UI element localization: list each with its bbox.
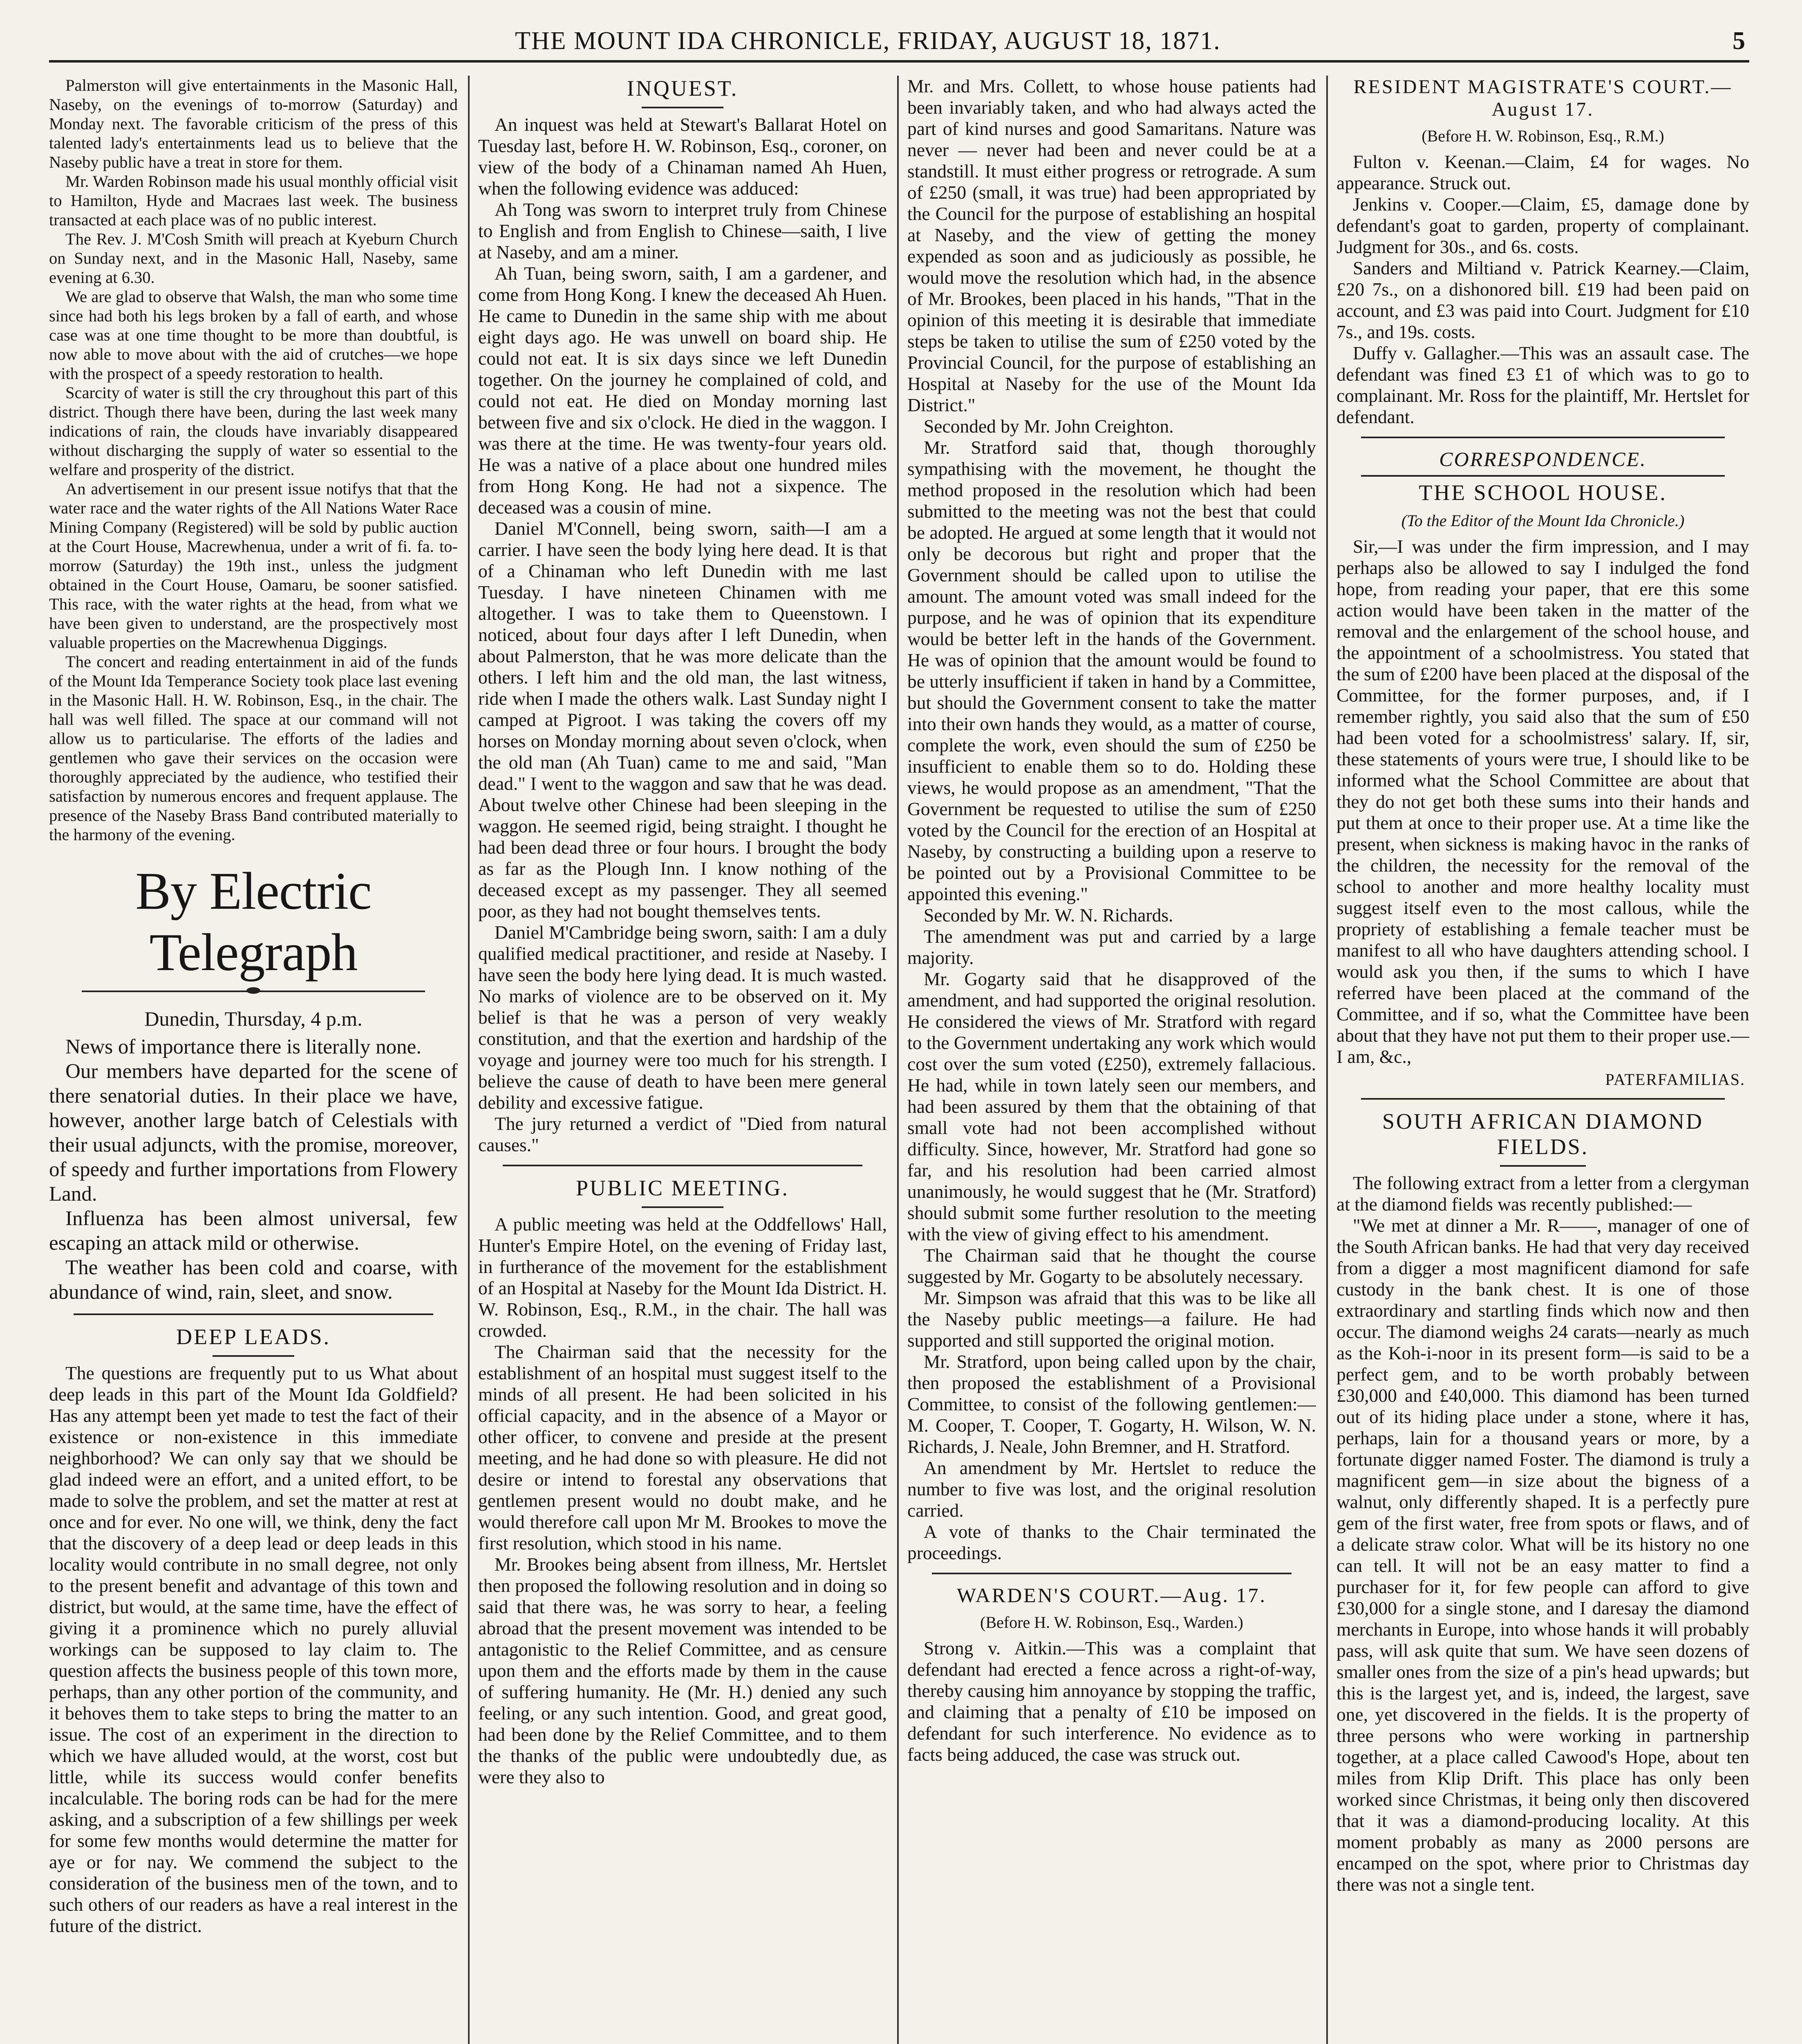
article-paragraph: The jury returned a verdict of "Died from natural causes." — [478, 1113, 887, 1155]
column-4 — [1336, 76, 1749, 2044]
public-meeting-article — [478, 1214, 887, 1788]
article-paragraph: An amendment by Mr. Hertslet to reduce the number to five was lost, and the original resolution carried. — [907, 1457, 1316, 1521]
section-rule — [1361, 1098, 1725, 1100]
letter-signature: PATERFAMILIAS. — [1605, 1070, 1745, 1089]
column-2 — [478, 76, 887, 2044]
public-meeting-heading: PUBLIC MEETING. — [576, 1176, 789, 1200]
short-rule — [642, 1206, 723, 1208]
telegraph-paragraph: News of importance there is literally none. — [65, 1035, 421, 1058]
diamond-fields-heading: SOUTH AFRICAN DIAMOND FIELDS. — [1382, 1109, 1704, 1159]
article-paragraph: "We met at dinner a Mr. R——, manager of one of the South African banks. He had that very day received from a digger a most magnificent diamond for safe custody in the bank chest. It is one of those extraordinary and startling finds which now and then occur. The diamond weighs 24 carats—nearly as much as the Koh-i-noor in its present form—is said to be a perfect gem, and to be worth probably between £30,000 and £40,000. This diamond has been turned out of its hiding place under a stone, where it has, perhaps, lain for a thousand years or more, by a fortunate digger named Foster. The diamond is truly a magnificent gem—in size about the bigness of a walnut, only differently shaped. It is a perfectly pure gem of the first water, free from spots or flaws, and of a delicate straw color. What will be its history no one can tell. It will not be an easy matter to find a purchaser for it, for few people can afford to give £30,000 for a single stone, and I daresay the diamond merchants in Europe, into whose hands it will probably pass, will ask quite that sum. We have seen dozens of smaller ones from the size of a pin's head upwards; but this is the largest yet, and is, indeed, the largest, save one, yet discovered in the fields. It is the property of three persons who were working in partnership together, at a place called Cawood's Hope, about ten miles from Klip Drift. This place has only been worked since Christmas, it being only then discovered that it was a diamond-producing locality. At this moment probably as many as 2000 persons are encamped on the spot, where prior to Christmas day there was not a single tent. — [1336, 1215, 1749, 1895]
article-paragraph: Sanders and Miltiand v. Patrick Kearney.—Claim, £20 7s., on a dishonored bill. £19 had been paid on account, and £3 was paid into Court. Judgment for £10 7s., and 19s. costs. — [1336, 258, 1749, 342]
article-paragraph: The questions are frequently put to us What about deep leads in this part of the Mount Ida Goldfield? Has any attempt been yet made to test the fact of their existence or non-existence in this immediate neighborhood? We can only say that we should be glad indeed were an effort, and a united effort, to be made to solve the problem, and set the matter at rest at once and for ever. No one will, we think, deny the fact that the discovery of a deep lead or deep leads in this locality would contribute in no small degree, not only to the present benefit and advantage of this town and district, but would, at the same time, have the effect of giving it a prominence which no purely alluvial workings can be supposed to lay claim to. The question affects the business people of this town more, perhaps, than any other portion of the community, and it behoves them to take steps to bring the matter to an issue. The cost of an experiment in the direction to which we have alluded would, at the worst, cost but little, while its success would confer benefits incalculable. The boring rods can be had for the mere asking, and a subscription of a few shillings per week for some few months would determine the matter for aye or for nay. We commend the subject to the consideration of the business men of the town, and to such others of our readers as have a real interest in the future of the district. — [49, 1363, 458, 1936]
article-paragraph: Daniel M'Cambridge being sworn, saith: I am a duly qualified medical practitioner, and reside at Naseby. I have seen the body here lying dead. It is much wasted. No marks of violence are to be observed on it. My belief is that he was a person of very weakly constitution, and that the exertion and hardship of the voyage and journey were too much for his strength. I believe the cause of death to have been mere general debility and excessive fatigue. — [478, 922, 887, 1113]
magistrates-court-subhead: (Before H. W. Robinson, Esq., R.M.) — [1421, 127, 1664, 145]
ornamental-rule — [82, 987, 425, 995]
short-rule — [213, 1355, 294, 1357]
school-house-subhead: (To the Editor of the Mount Ida Chronicle.) — [1401, 511, 1685, 530]
article-paragraph: Jenkins v. Cooper.—Claim, £5, damage done by defendant's goat to garden, property of complainant. Judgment for 30s., and 6s. costs. — [1336, 194, 1749, 257]
article-paragraph: An inquest was held at Stewart's Ballarat Hotel on Tuesday last, before H. W. Robinson, Esq., coroner, on view of the body of a Chinaman named Ah Huen, when the following evidence was adduced: — [478, 114, 887, 199]
inquest-article — [478, 114, 887, 1156]
article-paragraph: Mr. Stratford said that, though thoroughly sympathising with the movement, he thought the method proposed in the resolution which had been submitted to the meeting was not the best that could be adopted. He argued at some length that it would not only be decorous but right and proper that the Government should be called upon to utilise the amount. The amount voted was small indeed for the purpose, and he was of opinion that its expenditure would be better left in the hands of the Government. He was of opinion that the amount would be found to be utterly insufficient if taken in hand by a Committee, but should the Government consent to take the matter into their own hands they would, as a matter of course, complete the work, even should the sum of £250 be insufficient to enable them so to do. Holding these views, he would propose as an amendment, "That the Government be requested to utilise the sum of £250 voted by the Council for the erection of an Hospital at Naseby, by constructing a building upon a reserve to be pointed out by a Provisional Committee to be appointed this evening." — [907, 437, 1316, 904]
column-3 — [907, 76, 1316, 2044]
article-paragraph: Ah Tuan, being sworn, saith, I am a gardener, and come from Hong Kong. I knew the deceased Ah Huen. He came to Dunedin in the same ship with me about eight days ago. He was unwell on board ship. He could not eat. It is six days since we left Dunedin together. On the journey he complained of cold, and could not eat. He died on Monday morning last between five and six o'clock. He died in the waggon. I was there at the time. He was twenty-four years old. He was a native of a place about one hundred miles from Hong Kong. He had not a sixpence. The deceased was a cousin of mine. — [478, 263, 887, 518]
article-paragraph: Duffy v. Gallagher.—This was an assault case. The defendant was fined £3 £1 of which was to go to complainant. Mr. Ross for the plaintiff, Mr. Hertslet for defendant. — [1336, 343, 1749, 427]
public-meeting-continued — [907, 76, 1316, 1564]
article-paragraph: The Chairman said that the necessity for the establishment of an hospital must suggest itself to the minds of all present. He had been solicited in his official capacity, and in the absence of a Mayor or other officer, to convene and preside at the present meeting, and he had done so with pleasure. He did not desire or intend to forestal any observations that gentlemen present would no doubt make, and he would therefore call upon Mr M. Brookes to move the first resolution, which stood in his name. — [478, 1341, 887, 1553]
telegraph-paragraph: Influenza has been almost universal, few escaping an attack mild or otherwise. — [49, 1207, 458, 1255]
article-paragraph: Mr. and Mrs. Collett, to whose house patients had been invariably taken, and who had always acted the part of kind nurses and good Samaritans. Nature was never — never had been and never could be at a standstill. It must either progress or retrograde. A sum of £250 (small, it was true) had been appropriated by the Council for the purpose of establishing an hospital at Naseby, and the view of getting the money expended as soon and as judiciously as possible, he would move the resolution which had, in the absence of Mr. Brookes, been placed in his hands, "That in the opinion of this meeting it is desirable that immediate steps be taken to utilise the sum of £250 voted by the Provincial Council, for the purpose of establishing an Hospital at Naseby for the use of the Mount Ida District." — [907, 76, 1316, 415]
magistrates-court-heading: RESIDENT MAGISTRATE'S COURT.—August 17. — [1353, 76, 1733, 120]
short-rule — [1500, 1165, 1586, 1167]
news-paragraph: Scarcity of water is still the cry throughout this part of this district. Though there have been, during the last week many indications of rain, the clouds have invariably disappeared without discharging the supply of water so essential to the welfare and prosperity of the district. — [49, 383, 458, 479]
deep-leads-heading: DEEP LEADS. — [176, 1325, 331, 1349]
column-divider — [1326, 76, 1328, 2044]
school-house-letter — [1336, 536, 1749, 1067]
column-1 — [49, 76, 458, 2044]
telegraph-dateline: Dunedin, Thursday, 4 p.m. — [144, 1007, 363, 1030]
article-paragraph: Mr. Brookes being absent from illness, Mr. Hertslet then proposed the following resolution and in doing so said that there was, he was sorry to hear, a feeling abroad that the present movement was intended to be antagonistic to the Relief Committee, and as censure upon them and the efforts made by them in the cause of suffering humanity. He (Mr. H.) denied any such feeling, or any such intention. Good, and great good, had been done by the Relief Committee, and to them the thanks of the public were undoubtedly due, as were they also to — [478, 1554, 887, 1787]
header-rule — [49, 60, 1749, 63]
news-paragraph: Palmerston will give entertainments in the Masonic Hall, Naseby, on the evenings of to-morrow (Saturday) and Monday next. The favorable criticism of the press of this talented lady's entertainments lead us to believe that the Naseby public have a treat in store for them. — [49, 76, 458, 171]
column-divider — [468, 76, 470, 2044]
correspondence-heading: CORRESPONDENCE. — [1439, 448, 1647, 471]
page-header — [49, 22, 1749, 63]
article-paragraph: Mr. Stratford, upon being called upon by the chair, then proposed the establishment of a Provisional Committee, to consist of the following gentlemen:—M. Cooper, T. Cooper, T. Gogarty, H. Wilson, W. N. Richards, J. Neale, John Bremner, and H. Stratford. — [907, 1351, 1316, 1457]
article-paragraph: A public meeting was held at the Oddfellows' Hall, Hunter's Empire Hotel, on the evening of Friday last, in furtherance of the movement for the establishment of an Hospital at Naseby for the Mount Ida District. H. W. Robinson, Esq., R.M., in the chair. The hall was crowded. — [478, 1214, 887, 1341]
section-rule — [1361, 475, 1725, 477]
telegraph-paragraph: The weather has been cold and coarse, with abundance of wind, rain, sleet, and snow. — [49, 1256, 458, 1304]
school-house-heading: THE SCHOOL HOUSE. — [1419, 480, 1667, 505]
news-paragraph: An advertisement in our present issue notifys that that the water race and the water rights of the All Nations Water Race Mining Company (Registered) will be sold by public auction at the Court House, Macrewhenua, under a writ of fi. fa. to-morrow (Saturday) the 19th inst., unless the judgment obtained in the Court House, Oamaru, be sooner satisfied. This race, with the water rights at the head, from what we have been given to understand, are the prospectively most valuable properties on the Macrewhenua Diggings. — [49, 480, 458, 652]
section-rule — [1361, 437, 1725, 438]
telegraph-heading: By Electric Telegraph — [135, 862, 372, 982]
short-rule — [642, 107, 723, 108]
section-rule — [74, 1313, 433, 1315]
article-paragraph: Mr. Gogarty said that he disapproved of the amendment, and had supported the original resolution. He considered the views of Mr. Stratford with regard to the Government undertaking any work which would cost over the sum voted (£250), extremely fallacious. He had, while in town lately seen our members, and had been assured by them that the obtaining of that small vote had not been accomplished without difficulty. Since, however, Mr. Stratford had gone so far, and his resolution had been carried almost unanimously, he would suggest that he (Mr. Stratford) should submit some further resolution to the meeting with the view of giving effect to his amendment. — [907, 968, 1316, 1244]
masthead-title: THE MOUNT IDA CHRONICLE, FRIDAY, AUGUST 18, 1871. — [515, 27, 1221, 55]
telegraph-news — [49, 1035, 458, 1304]
article-paragraph: Daniel M'Connell, being sworn, saith—I am a carrier. I have seen the body lying here dead. It is that of a Chinaman who left Dunedin with me last Tuesday. I have nineteen Chinamen with me altogether. I was to take them to Queenstown. I noticed, about four days after I left Dunedin, when about Palmerston, that he was more delicate than the others. I left him and the old man, the last witness, ride when I made the others walk. Last Sunday night I camped at Pigroot. I was taking the covers off my horses on Monday morning about seven o'clock, when the old man (Ah Tuan) came to me and said, "Man dead." I went to the waggon and saw that he was dead. About twelve other Chinese had been sleeping in the waggon. He seemed rigid, being straight. I thought he had been dead three or four hours. I brought the body as far as the Plough Inn. I know nothing of the deceased except as my passenger. They all seemed poor, as they had not bought themselves tents. — [478, 518, 887, 921]
letter-paragraph: Sir,—I was under the firm impression, and I may perhaps also be allowed to say I indulged the fond hope, from reading your paper, that ere this some action would have been taken in the matter of the removal and the enlargement of the school house, and the appointment of a schoolmistress. You stated that the sum of £200 have been placed at the disposal of the Committee, for the former purposes, and, if I remember rightly, you said also that the sum of £50 had been voted for a schoolmistress' salary. If, sir, these statements of yours were true, I should like to be informed what the School Committee are about that they do not get both these sums into their hands and put them at once to their proper use. At a time like the present, when sickness is making havoc in the ranks of the children, the necessity for the removal of the school to another and more healthy locality must suggest itself even to the most callous, while the propriety of establishing a female teacher must be manifest to all who have daughters attending school. I would ask you then, if the sums to which I have referred have been placed at the command of the Committee, and if so, what the Committee have been about that they have not put them to their proper use.—I am, &c., — [1336, 536, 1749, 1067]
article-paragraph: Fulton v. Keenan.—Claim, £4 for wages. No appearance. Struck out. — [1336, 151, 1749, 193]
telegraph-paragraph: Our members have departed for the scene of there senatorial duties. In their place we have, however, another large batch of Celestials with their usual adjuncts, with the promise, moreover, of speedy and further importations from Flowery Land. — [49, 1060, 458, 1206]
wardens-court-heading: WARDEN'S COURT.—Aug. 17. — [956, 1584, 1267, 1607]
wardens-court-article — [907, 1638, 1316, 1765]
inquest-heading: INQUEST. — [627, 76, 739, 101]
section-rule — [932, 1573, 1292, 1574]
page-number: 5 — [1733, 27, 1745, 55]
section-rule — [503, 1165, 862, 1166]
column-divider — [897, 76, 899, 2044]
news-paragraph: We are glad to observe that Walsh, the man who some time since had both his legs broken by a fall of earth, and whose case was at one time thought to be more than doubtful, is now able to move about with the aid of crutches—we hope with the prospect of a speedy restoration to health. — [49, 287, 458, 383]
article-paragraph: Seconded by Mr. W. N. Richards. — [924, 905, 1173, 926]
local-news — [49, 76, 458, 844]
wardens-court-subhead: (Before H. W. Robinson, Esq., Warden.) — [980, 1613, 1243, 1632]
news-paragraph: Mr. Warden Robinson made his usual monthly official visit to Hamilton, Hyde and Macraes last week. The business transacted at each place was of no public interest. — [49, 172, 458, 229]
article-paragraph: The following extract from a letter from a clergyman at the diamond fields was recently published:— — [1336, 1172, 1749, 1215]
diamond-fields-article — [1336, 1172, 1749, 1895]
article-paragraph: A vote of thanks to the Chair terminated the proceedings. — [907, 1521, 1316, 1563]
article-paragraph: Mr. Simpson was afraid that this was to be like all the Naseby public meetings—a failure. He had supported and still supported the original motion. — [907, 1287, 1316, 1351]
article-paragraph: Strong v. Aitkin.—This was a complaint that defendant had erected a fence across a right-of-way, thereby causing him annoyance by stopping the traffic, and claiming that a penalty of £10 be imposed on defendant for such interference. No evidence as to facts being adduced, the case was struck out. — [907, 1638, 1316, 1765]
news-paragraph: The Rev. J. M'Cosh Smith will preach at Kyeburn Church on Sunday next, and in the Masonic Hall, Naseby, same evening at 6.30. — [49, 230, 458, 287]
magistrates-court-article — [1336, 151, 1749, 428]
deep-leads-article — [49, 1363, 458, 1936]
article-paragraph: Seconded by Mr. John Creighton. — [924, 416, 1174, 437]
article-paragraph: The Chairman said that he thought the course suggested by Mr. Gogarty to be absolutely necessary. — [907, 1245, 1316, 1287]
news-paragraph: The concert and reading entertainment in aid of the funds of the Mount Ida Temperance Society took place last evening in the Masonic Hall. H. W. Robinson, Esq., in the chair. The hall was well filled. The space at our command will not allow us to particularise. The efforts of the ladies and gentlemen who gave their services on the occasion were thoroughly appreciated by the audience, who testified their satisfaction by numerous encores and frequent applause. The presence of the Naseby Brass Band contributed materially to the harmony of the evening. — [49, 652, 458, 844]
article-paragraph: The amendment was put and carried by a large majority. — [907, 926, 1316, 968]
article-paragraph: Ah Tong was sworn to interpret truly from Chinese to English and from English to Chinese—saith, I live at Naseby, and am a miner. — [478, 199, 887, 262]
